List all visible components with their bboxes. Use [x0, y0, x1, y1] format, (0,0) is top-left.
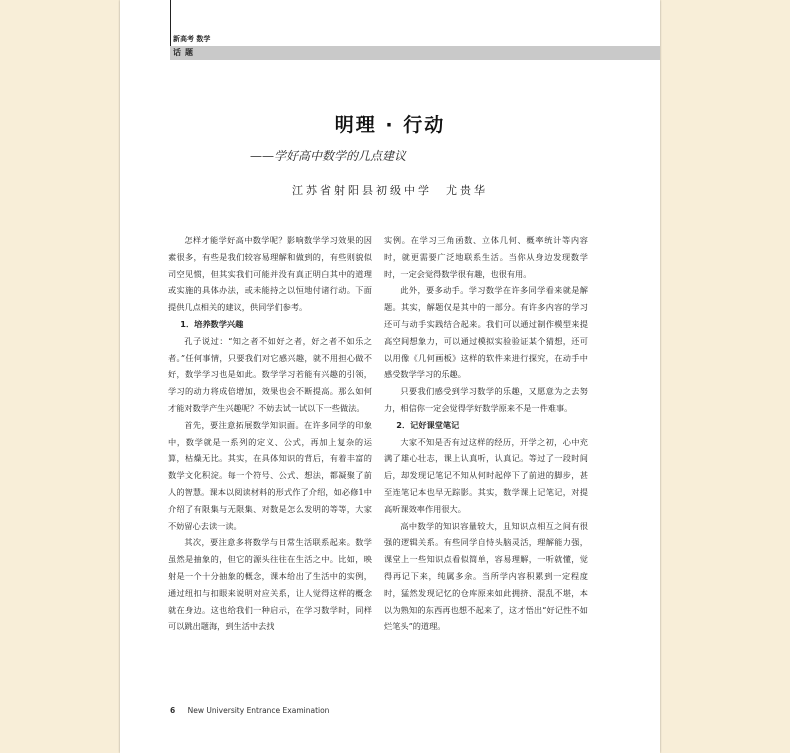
- paragraph: 此外，要多动手。学习数学在许多同学看来就是解题。其实，解题仅是其中的一部分。有许多内容的学习还可与动手实践结合起来。我们可以通过制作模型来提高空间想象力，可以通过模拟实验验证某个猜想，还可以用像《几何画板》这样的软件来进行探究，在动手中感受数学学习的乐趣。: [384, 285, 588, 380]
- section-label: 话题: [173, 48, 197, 57]
- footer-journal: New University Entrance Examination: [187, 706, 330, 715]
- page-footer: [170, 706, 329, 715]
- article-subtitle: ——学好高中数学的几点建议: [250, 149, 407, 163]
- right-column: [384, 232, 588, 635]
- paragraph: 只要我们感受到学习数学的乐趣，又愿意为之去努力，相信你一定会觉得学好数学原来不是一件难事。: [384, 386, 588, 413]
- article-author: 江苏省射阳县初级中学 尤贵华: [292, 184, 488, 197]
- journal-name: 新高考 数学: [173, 35, 211, 43]
- section-heading: 2．记好课堂笔记: [396, 419, 460, 430]
- paragraph: 其次，要注意多将数学与日常生活联系起来。数学虽然是抽象的，但它的源头往往在生活之中。比如，映射是一个十分抽象的概念，课本给出了生活中的实例，通过纽扣与扣眼来说明对应关系，让人觉得这样的概念就在身边。这也给我们一种启示，在学习数学时，同样可以跳出题海，到生活中去找: [168, 537, 372, 632]
- paragraph: 孔子说过：“知之者不如好之者，好之者不如乐之者。”任何事情，只要我们对它感兴趣，就不用担心做不好，数学学习也是如此。数学学习若能有兴趣的引领，学习的动力将成倍增加，效果也会不断提高。那么如何才能对数学产生兴趣呢？不妨去试一试以下一些做法。: [168, 335, 372, 413]
- section-bar: [170, 46, 660, 60]
- article-title: 明理 · 行动: [334, 114, 446, 136]
- paragraph: 首先，要注意拓展数学知识面。在许多同学的印象中，数学就是一系列的定义、公式，再加上复杂的运算，枯燥无比。其实，在具体知识的背后，有着丰富的数学文化积淀。每一个符号、公式、想法，都凝聚了前人的智慧。课本以阅读材料的形式作了介绍，如必修1中介绍了有限集与无限集、对数是怎么发明的等等，大家不妨留心去读一读。: [168, 419, 372, 531]
- section-heading: 1．培养数学兴趣: [180, 318, 244, 329]
- header-rule: [170, 0, 171, 48]
- left-column: [168, 232, 372, 635]
- paragraph: 实例。在学习三角函数、立体几何、概率统计等内容时，就更需要广泛地联系生活。当你从身边发现数学时，一定会觉得数学很有趣，也很有用。: [384, 235, 588, 279]
- journal-page: [120, 0, 660, 753]
- paragraph: 高中数学的知识容量较大，且知识点相互之间有很强的逻辑关系。有些同学自恃头脑灵活，理解能力强，课堂上一些知识点看似简单，容易理解，一听就懂，觉得再记下来，纯属多余。当所学内容积累到一定程度时，猛然发现记忆的仓库原来如此拥挤、混乱不堪，本以为熟知的东西再也想不起来了，这才悟出“好记性不如烂笔头”的道理。: [384, 520, 588, 632]
- page-number: 6: [170, 706, 176, 715]
- paragraph: 怎样才能学好高中数学呢？影响数学学习效果的因素很多，有些是我们较容易理解和做到的，有些则貌似司空见惯，但其实我们可能并没有真正明白其中的道理或实施的具体办法，或未能持之以恒地付诸行动。下面提供几点相关的建议，供同学们参考。: [168, 235, 372, 313]
- paragraph: 大家不知是否有过这样的经历，开学之初，心中充满了雄心壮志，课上认真听，认真记。等过了一段时间后，却发现记笔记不知从何时起停下了前进的脚步，甚至连笔记本也早无踪影。其实，数学课上记笔记，对提高听课效率作用很大。: [384, 436, 588, 514]
